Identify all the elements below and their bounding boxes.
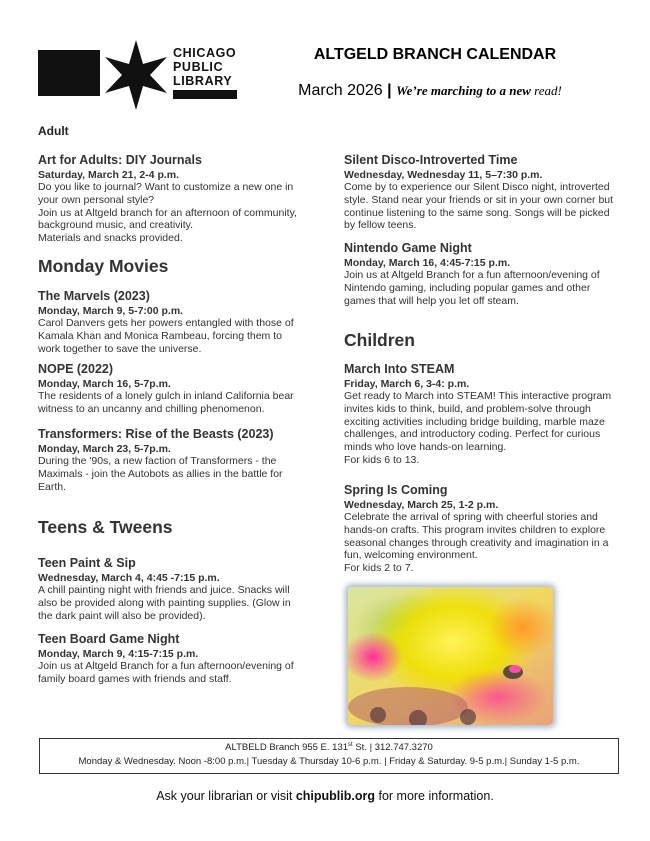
color-festival-photo xyxy=(348,587,553,725)
event-spring-is-coming xyxy=(344,483,624,575)
calendar-month: March 2026 xyxy=(298,82,383,99)
branch-hours: Monday & Wednesday. Noon -8:00 p.m.| Tuesday & Thursday 10-6 p.m. | Friday & Saturday. 9-5 p.m.| Sunday 1-5 p.m. xyxy=(78,756,580,767)
address-ordinal: st xyxy=(348,742,353,748)
event-title: March Into STEAM xyxy=(344,362,455,376)
event-date: Wednesday, March 4, 4:45 -7:15 p.m. xyxy=(38,572,220,584)
event-description: Do you like to journal? Want to customize a new one in your own personal style? Join us at Altgeld branch for an afternoon of community, background music, and creativity. Materials and snacks provided. xyxy=(38,181,297,245)
logo-bar xyxy=(173,90,237,99)
event-title: Art for Adults: DIY Journals xyxy=(38,153,202,167)
event-march-into-steam xyxy=(344,362,624,467)
color-festival-image xyxy=(348,587,553,725)
event-title: NOPE (2022) xyxy=(38,362,114,376)
event-title: Transformers: Rise of the Beasts (2023) xyxy=(38,427,274,441)
six-point-star-icon xyxy=(104,40,168,110)
library-wordmark: CHICAGO PUBLIC LIBRARY xyxy=(173,46,237,88)
event-date: Monday, March 9, 4:15-7:15 p.m. xyxy=(38,648,199,660)
branch-address: ALTBELD Branch 955 E. 131st St. | 312.747.3270 xyxy=(225,742,433,754)
event-description: During the '90s, a new faction of Transformers - the Maximals - join the Autobots as allies in the battle for Earth. xyxy=(38,455,283,493)
event-ages: For kids 6 to 13. xyxy=(344,453,420,466)
event-date: Wednesday, March 25, 1-2 p.m. xyxy=(344,499,499,511)
children-heading: Children xyxy=(344,330,415,350)
event-nintendo-night xyxy=(344,241,614,307)
event-title: The Marvels (2023) xyxy=(38,289,150,303)
event-transformers xyxy=(38,427,306,493)
logo-square xyxy=(38,50,100,96)
tagline-suffix: read! xyxy=(534,83,562,98)
event-teen-board-game xyxy=(38,632,306,686)
event-title: Teen Paint & Sip xyxy=(38,556,136,570)
calendar-subtitle xyxy=(280,82,580,100)
event-date: Monday, March 16, 4:45-7:15 p.m. xyxy=(344,257,511,269)
subtitle-separator: | xyxy=(387,82,392,99)
event-title: Teen Board Game Night xyxy=(38,632,180,646)
event-description: The residents of a lonely gulch in inland California bear witness to an uncanny and chilling phenomenon. xyxy=(38,390,294,415)
event-description: Carol Danvers gets her powers entangled with those of Kamala Khan and Monica Rambeau, forcing them to work together to save the universe. xyxy=(38,317,294,355)
website-link[interactable]: chipublib.org xyxy=(295,789,375,803)
event-ages: For kids 2 to 7. xyxy=(344,562,414,575)
event-description: Get ready to March into STEAM! This interactive program invites kids to think, build, and problem-solve through exciting activities including bridge building, marble maze challenges, and introductory coding. Perfect for curious minds who love hands-on learning. For kids 6 to 13. xyxy=(344,390,624,467)
event-date: Saturday, March 21, 2-4 p.m. xyxy=(38,169,180,181)
adult-section-label: Adult xyxy=(38,124,69,138)
event-title: Silent Disco-Introverted Time xyxy=(344,153,518,167)
monday-movies-heading: Monday Movies xyxy=(38,256,169,276)
event-description: Celebrate the arrival of spring with cheerful stories and hands-on crafts. This program invites children to explore seasonal changes through creativity and imagination in a fun, welcoming environment. For kids 2 to 7. xyxy=(344,511,624,575)
event-description: Join us at Altgeld Branch for a fun afternoon/evening of Nintendo gaming, including popular games and other games that will help you let off steam. xyxy=(344,269,600,307)
event-description: A chill painting night with friends and juice. Snacks will also be provided along with painting supplies. (Glow in the dark paint will also be provided). xyxy=(38,584,291,622)
event-date: Friday, March 6, 3-4: p.m. xyxy=(344,378,470,390)
tagline-prefix: We’re marching to a new xyxy=(396,83,531,98)
event-description: Come by to experience our Silent Disco night, introverted style. Stand near your friends or sit in your own corner but continue listening to the same song. Songs will be picked by fellow teens. xyxy=(344,181,614,232)
event-date: Wednesday, Wednesday 11, 5–7:30 p.m. xyxy=(344,169,543,181)
event-title: Nintendo Game Night xyxy=(344,241,472,255)
event-date: Monday, March 16, 5-7p.m. xyxy=(38,378,171,390)
event-date: Monday, March 9, 5-7:00 p.m. xyxy=(38,305,184,317)
event-the-marvels xyxy=(38,289,306,355)
teens-tweens-heading: Teens & Tweens xyxy=(38,517,173,537)
more-info-line: Ask your librarian or visit chipublib.org for more information. xyxy=(156,789,494,803)
event-silent-disco xyxy=(344,153,614,232)
event-art-journals xyxy=(38,153,308,245)
calendar-title: ALTGELD BRANCH CALENDAR xyxy=(313,46,557,63)
event-nope xyxy=(38,362,306,416)
event-description: Join us at Altgeld Branch for a fun afternoon/evening of family board games with friends and staff. xyxy=(38,660,294,685)
event-date: Monday, March 23, 5-7p.m. xyxy=(38,443,171,455)
event-teen-paint-sip xyxy=(38,556,306,622)
event-title: Spring Is Coming xyxy=(344,483,448,497)
